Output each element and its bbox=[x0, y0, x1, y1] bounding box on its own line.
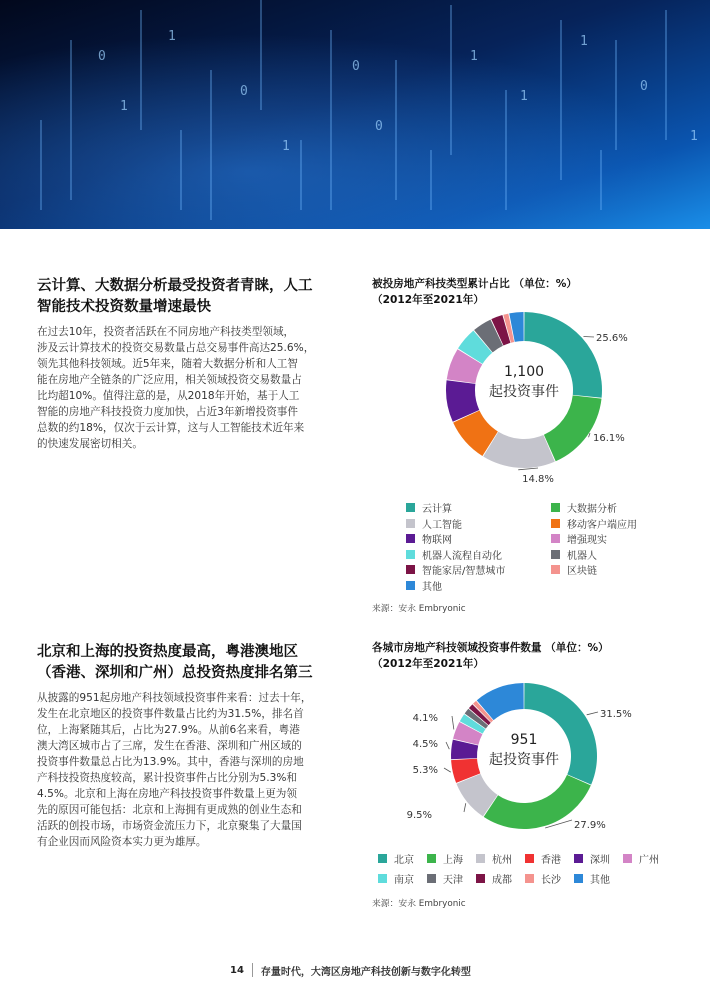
legend-item bbox=[551, 516, 637, 531]
legend-item bbox=[525, 851, 561, 866]
hero-digit: 0 bbox=[375, 119, 383, 134]
chart2-center-text: 起投资事件 bbox=[489, 752, 559, 768]
legend-label: 云计算 bbox=[422, 504, 452, 515]
legend-item bbox=[427, 851, 463, 866]
leader-line bbox=[589, 433, 590, 437]
chart1-legend bbox=[406, 500, 676, 595]
legend-item bbox=[623, 851, 659, 866]
leader-line bbox=[444, 768, 451, 772]
hero-streak bbox=[70, 40, 72, 200]
legend-item bbox=[476, 851, 512, 866]
legend-swatch bbox=[551, 534, 560, 543]
chart2-title-line: 各城市房地产科技领域投资事件数量 （单位：%） bbox=[372, 642, 609, 654]
legend-swatch bbox=[574, 874, 583, 883]
hero-digit: 0 bbox=[98, 49, 106, 64]
section2-heading bbox=[37, 642, 347, 684]
donut-slice bbox=[544, 395, 602, 461]
hero-streak bbox=[330, 30, 332, 210]
slice-value-label: 4.1% bbox=[412, 713, 438, 724]
hero-digit: 1 bbox=[120, 99, 128, 114]
legend-swatch bbox=[574, 854, 583, 863]
hero-digit: 1 bbox=[470, 49, 478, 64]
section2-body-line: 4.5%。北京和上海在房地产科技投资事件数量上更为领 bbox=[37, 788, 297, 800]
leader-line bbox=[587, 712, 598, 715]
legend-item bbox=[406, 531, 452, 546]
legend-item bbox=[551, 500, 617, 515]
legend-swatch bbox=[427, 874, 436, 883]
hero-digit: 1 bbox=[168, 29, 176, 44]
legend-swatch bbox=[406, 581, 415, 590]
legend-label: 机器人 bbox=[567, 550, 597, 562]
chart1-title bbox=[372, 276, 577, 308]
hero-streak bbox=[600, 150, 602, 210]
chart2-donut bbox=[372, 672, 672, 842]
legend-swatch bbox=[406, 550, 415, 559]
section1-heading bbox=[37, 276, 337, 318]
hero-streak bbox=[140, 10, 142, 130]
legend-swatch bbox=[525, 874, 534, 883]
section2-body-line: 发生在北京地区的投资事件数量占比约为31.5%，排名首 bbox=[37, 708, 304, 720]
leader-line bbox=[583, 336, 594, 337]
chart1-title-line: （2012年至2021年） bbox=[372, 294, 484, 306]
legend-label: 广州 bbox=[639, 855, 659, 866]
hero-streak bbox=[210, 70, 212, 220]
chart1-center-text: 起投资事件 bbox=[489, 384, 559, 400]
section2-heading-line: 北京和上海的投资热度最高，粤港澳地区 bbox=[37, 644, 298, 660]
legend-label: 智能家居/智慧城市 bbox=[422, 566, 506, 577]
legend-label: 长沙 bbox=[541, 875, 561, 886]
legend-swatch bbox=[406, 503, 415, 512]
section1-heading-line: 云计算、大数据分析最受投资者青睐，人工 bbox=[37, 278, 313, 294]
legend-item bbox=[378, 871, 414, 886]
section2-body bbox=[37, 690, 347, 850]
chart2-title-line: （2012年至2021年） bbox=[372, 658, 484, 670]
legend-swatch bbox=[623, 854, 632, 863]
section1-body-line: 涉及云计算技术的投资交易数量占总交易事件高达25.6%， bbox=[37, 342, 315, 354]
hero-streak bbox=[450, 5, 452, 155]
legend-swatch bbox=[406, 565, 415, 574]
chart1-title-line: 被投房地产科技类型累计占比 （单位：%） bbox=[372, 278, 577, 290]
legend-item bbox=[378, 851, 414, 866]
leader-line bbox=[518, 468, 538, 470]
slice-value-label: 14.8% bbox=[522, 474, 554, 485]
legend-item bbox=[525, 871, 561, 886]
hero-digit: 1 bbox=[580, 34, 588, 49]
legend-item bbox=[406, 562, 505, 577]
section1-body-line: 比均超10%。值得注意的是，从2018年开始，基于人工 bbox=[37, 390, 300, 402]
legend-swatch bbox=[551, 503, 560, 512]
chart2-source: 来源：安永 Embryonic bbox=[372, 899, 466, 909]
section2-heading-line: （香港、深圳和广州）总投资热度排名第三 bbox=[37, 665, 313, 681]
legend-swatch bbox=[406, 519, 415, 528]
legend-label: 其他 bbox=[422, 581, 442, 593]
section1-body-line: 的快速发展密切相关。 bbox=[37, 438, 143, 450]
legend-item bbox=[551, 562, 597, 577]
legend-label: 机器人流程自动化 bbox=[422, 550, 502, 562]
section2-body-line: 从披露的951起房地产科技领域投资事件来看：过去十年， bbox=[37, 692, 312, 704]
slice-value-label: 5.3% bbox=[412, 765, 438, 776]
hero-streak bbox=[560, 20, 562, 180]
hero-streak bbox=[180, 130, 182, 210]
hero-digit: 1 bbox=[520, 89, 528, 104]
section1-body-line: 在过去10年，投资者活跃在不同房地产科技类型领域， bbox=[37, 326, 295, 338]
legend-item bbox=[406, 578, 442, 593]
legend-swatch bbox=[476, 874, 485, 883]
section2-body-line: 先的原因可能包括：北京和上海拥有更成熟的创业生态和 bbox=[37, 804, 302, 816]
legend-item bbox=[427, 871, 463, 886]
legend-label: 深圳 bbox=[590, 855, 610, 866]
section1-body bbox=[37, 324, 347, 452]
hero-banner-image bbox=[0, 0, 710, 229]
footer-divider bbox=[252, 963, 253, 977]
leader-line bbox=[446, 742, 449, 749]
hero-streak bbox=[615, 40, 617, 150]
hero-streak bbox=[505, 90, 507, 210]
section2-body-line: 澳大湾区城市占了三席，发生在香港、深圳和广州区域的 bbox=[37, 740, 302, 752]
hero-streak bbox=[665, 10, 667, 140]
legend-item bbox=[551, 531, 607, 546]
legend-item bbox=[406, 547, 502, 562]
slice-value-label: 16.1% bbox=[593, 433, 625, 444]
section1-body-line: 智能的房地产科技投资力度加快，占近3年新增投资事件 bbox=[37, 406, 298, 418]
legend-label: 成都 bbox=[492, 875, 512, 886]
legend-item bbox=[476, 871, 512, 886]
chart1-donut bbox=[372, 305, 672, 485]
legend-label: 增强现实 bbox=[567, 535, 607, 546]
legend-label: 北京 bbox=[394, 855, 414, 866]
hero-digit: 1 bbox=[282, 139, 290, 154]
leader-line bbox=[452, 716, 454, 729]
legend-label: 南京 bbox=[394, 875, 414, 886]
leader-line bbox=[464, 803, 466, 812]
legend-swatch bbox=[551, 565, 560, 574]
legend-swatch bbox=[551, 519, 560, 528]
legend-swatch bbox=[378, 854, 387, 863]
legend-label: 人工智能 bbox=[422, 519, 462, 531]
legend-item bbox=[406, 500, 452, 515]
legend-label: 杭州 bbox=[492, 855, 512, 866]
legend-label: 物联网 bbox=[422, 535, 452, 546]
slice-value-label: 9.5% bbox=[406, 810, 432, 821]
legend-label: 其他 bbox=[590, 875, 610, 886]
legend-label: 天津 bbox=[443, 875, 463, 886]
section1-body-line: 领先其他科技领域。近5年来，随着大数据分析和人工智 bbox=[37, 358, 298, 370]
legend-label: 香港 bbox=[541, 855, 561, 866]
legend-item bbox=[574, 871, 610, 886]
section1-heading-line: 智能技术投资数量增速最快 bbox=[37, 299, 211, 315]
legend-swatch bbox=[525, 854, 534, 863]
hero-streak bbox=[260, 0, 262, 110]
section2-body-line: 产科技投资热度较高，累计投资事件占比分别为5.3%和 bbox=[37, 772, 297, 784]
legend-swatch bbox=[378, 874, 387, 883]
hero-streak bbox=[430, 150, 432, 210]
legend-swatch bbox=[551, 550, 560, 559]
section1-body-line: 能在房地产全链条的广泛应用，相关领域投资交易数量占 bbox=[37, 374, 302, 386]
slice-value-label: 27.9% bbox=[574, 820, 606, 831]
hero-digit: 0 bbox=[640, 79, 648, 94]
chart1-center-number: 1,100 bbox=[503, 364, 545, 380]
slice-value-label: 31.5% bbox=[600, 709, 632, 720]
hero-digit: 1 bbox=[690, 129, 698, 144]
section1-body-line: 总数的约18%，仅次于云计算，这与人工智能技术近年来 bbox=[37, 422, 305, 434]
legend-item bbox=[574, 851, 610, 866]
legend-swatch bbox=[476, 854, 485, 863]
legend-label: 移动客户端应用 bbox=[567, 519, 637, 531]
footer-title: 存量时代，大湾区房地产科技创新与数字化转型 bbox=[260, 966, 471, 978]
legend-label: 大数据分析 bbox=[567, 504, 617, 515]
chart2-center-number: 951 bbox=[510, 732, 538, 748]
slice-value-label: 25.6% bbox=[596, 333, 628, 344]
page-number: 14 bbox=[230, 964, 244, 976]
legend-item bbox=[406, 516, 462, 531]
legend-swatch bbox=[427, 854, 436, 863]
legend-label: 上海 bbox=[443, 855, 463, 866]
hero-streak bbox=[40, 120, 42, 210]
section2-body-line: 活跃的创投市场，市场资金流压力下，北京聚集了大量国 bbox=[37, 820, 302, 832]
legend-swatch bbox=[406, 534, 415, 543]
hero-digit: 0 bbox=[240, 84, 248, 99]
section2-body-line: 有企业因而风险资本实力更为雄厚。 bbox=[37, 836, 207, 848]
hero-digit: 0 bbox=[352, 59, 360, 74]
section2-body-line: 位，上海紧随其后，占比为27.9%。从前6名来看，粤港 bbox=[37, 724, 300, 736]
slice-value-label: 4.5% bbox=[412, 739, 438, 750]
chart1-source: 来源：安永 Embryonic bbox=[372, 604, 466, 614]
chart2-legend bbox=[378, 851, 678, 887]
legend-label: 区块链 bbox=[567, 566, 597, 577]
section2-body-line: 投资事件数量总占比为13.9%。其中，香港与深圳的房地 bbox=[37, 756, 304, 768]
hero-streak bbox=[300, 140, 302, 210]
legend-item bbox=[551, 547, 597, 562]
chart2-title bbox=[372, 640, 609, 672]
hero-streak bbox=[395, 60, 397, 200]
page-footer bbox=[230, 962, 471, 978]
